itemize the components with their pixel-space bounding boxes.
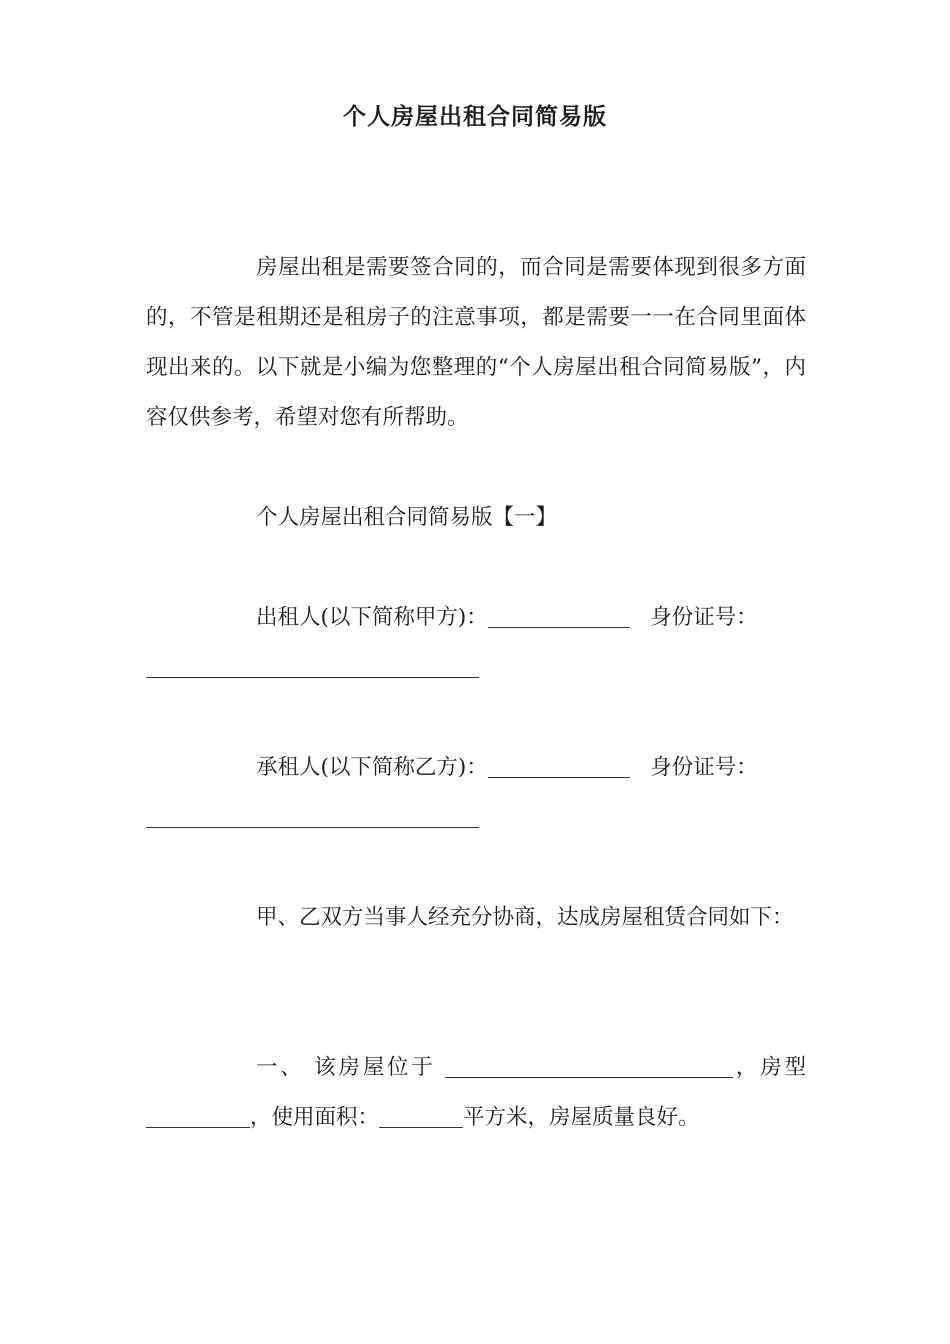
- lessor-id-blank: [146, 677, 479, 678]
- clause-1: [146, 1043, 806, 1143]
- lessor-name-blank: [488, 604, 630, 628]
- agreement-paragraph: 甲、乙双方当事人经充分协商，达成房屋租赁合同如下：: [256, 905, 794, 930]
- lessor-line: [146, 593, 806, 643]
- clause-1-area-label: ，使用面积：: [250, 1105, 380, 1130]
- section-heading: 个人房屋出租合同简易版【一】: [256, 505, 558, 530]
- lessee-line: [146, 743, 806, 793]
- lessee-name-blank: [488, 754, 630, 778]
- intro-paragraph: 房屋出租是需要签合同的，而合同是需要体现到很多方面的，不管是租期还是租房子的注意事项，都是需要一一在合同里面体现出来的。以下就是小编为您整理的“个人房屋出租合同简易版”，内容仅供参考，希望对您有所帮助。: [146, 255, 806, 430]
- clause-1-room-type-label: ，房型: [733, 1055, 806, 1080]
- clause-1-area-unit: 平方米，房屋质量良好。: [463, 1105, 700, 1130]
- lessee-id-label: 身份证号：: [650, 755, 758, 780]
- lessee-id-blank: [146, 827, 479, 828]
- clause-1-prefix: 一、 该房屋位于: [256, 1055, 436, 1080]
- lessor-label: 出租人(以下简称甲方)：: [256, 605, 488, 630]
- lessee-label: 承租人(以下简称乙方)：: [256, 755, 488, 780]
- document-title: 个人房屋出租合同简易版: [343, 104, 607, 130]
- area-blank: [379, 1104, 463, 1128]
- lessor-id-label: 身份证号：: [650, 605, 758, 630]
- room-type-blank: [146, 1104, 250, 1128]
- location-blank: [445, 1054, 733, 1078]
